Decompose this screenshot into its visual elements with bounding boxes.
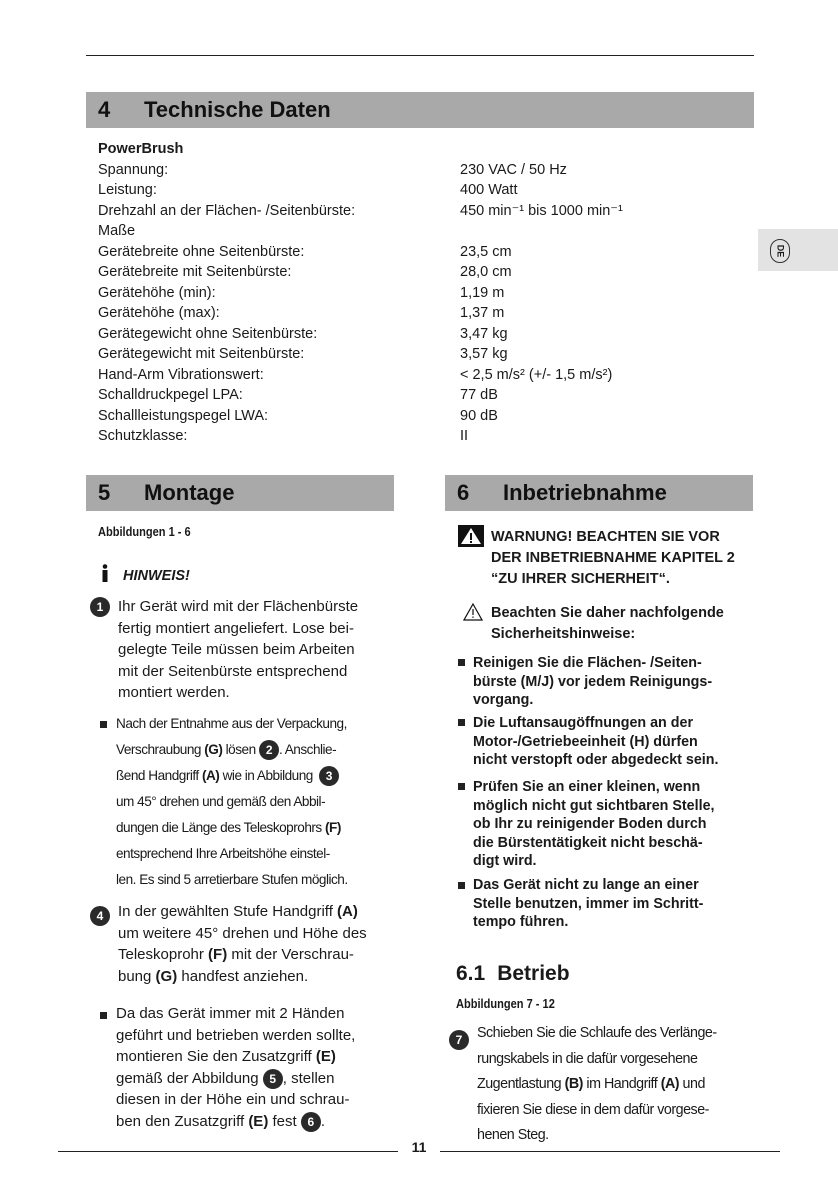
tech-row [98,385,698,406]
tech-row [98,201,698,222]
tech-label: Schalldruckpegel LPA: [98,387,243,403]
figures-reference: Abbildungen 7 - 12 [456,996,555,1011]
bottom-rule-left [58,1151,398,1152]
section-6-header [445,475,753,511]
section-6-1-header: 6.1 Betrieb [456,962,570,985]
tech-label: Schutzklasse: [98,428,188,444]
bullet-2-text: Da das Gerät immer mit 2 Händen geführt und betrieben werden sollte, montieren Sie den Zusatzgriff (E) gemäß der Abbildung 5 , stellen diesen in der Höhe ein und schrau- ben den Zusatzgriff (E) fest 6 . [116,1003,355,1132]
tech-value: 90 dB [460,407,498,424]
bullet-1-text: Nach der Entnahme aus der Verpackung, Verschraubung (G) lösen 2 . Anschlie- ßend Handgriff (A) wie in Abbildung 3 um 45° drehen und gemäß den Abbil- dungen die Länge des Teleskoprohrs (F) entsprechend Ihre Arbeitshöhe einstel- len. Es sind 5 arretierbare Stufen möglich. [116,716,348,887]
tech-value: 77 dB [460,387,498,403]
tech-value: 400 Watt [460,182,518,198]
language-badge: DE [770,239,790,263]
figure-5-marker: 5 [263,1069,283,1089]
tech-label: Drehzahl an der Flächen- /Seitenbürste: [98,202,356,219]
tech-label: Gerätehöhe (max): [98,305,220,321]
tech-row [98,160,698,181]
step-1-text: Ihr Gerät wird mit der Flächenbürste fertig montiert angeliefert. Lose bei- gelegte Teile müssen beim Arbeiten mit der Seitenbürste entsprechend montiert werden. [118,598,359,701]
bullet-marker [100,1012,107,1019]
caution-icon [463,603,483,626]
tech-row [98,283,698,304]
tech-label: Schallleistungspegel LWA: [98,407,269,424]
section-number: 6 [457,480,470,505]
warning-icon [458,525,484,552]
tech-label: Gerätebreite mit Seitenbürste: [98,264,292,280]
figure-6-marker: 6 [301,1112,321,1132]
safety-bullet: Die Luftansaugöffnungen an der Motor-/Getriebeeinheit (H) dürfen nicht verstopft oder abgedeckt sein. [473,715,719,768]
tech-value: < 2,5 m/s² (+/- 1,5 m/s²) [460,366,613,383]
section-title: Technische Daten [144,97,331,122]
tech-value: II [460,428,469,444]
tech-row [98,426,698,447]
bullet-marker [458,882,465,889]
tech-label: Gerätehöhe (min): [98,284,216,301]
section-title: Inbetriebnahme [503,480,667,505]
bullet-marker [458,719,465,726]
tech-row [98,344,698,365]
figure-2-marker: 2 [259,740,279,760]
tech-row [98,180,698,201]
tech-row [98,303,698,324]
safety-bullet: Das Gerät nicht zu lange an einer Stelle benutzen, immer im Schritt- tempo führen. [473,877,704,930]
step-7-text: Schieben Sie die Schlaufe des Verlänge- rungskabels in die dafür vorgesehene Zugentlastung (B) im Handgriff (A) und fixieren Sie diese in dem dafür vorgese- henen Steg. [477,1025,717,1143]
tech-value: 1,37 m [460,305,505,321]
tech-row [98,324,698,345]
safety-bullet: Prüfen Sie an einer kleinen, wenn möglich nicht gut sichtbaren Stelle, ob Ihr zu reinigender Boden durch die Bürstentätigkeit nicht beschä- digt wird. [473,779,715,869]
warning-text: WARNUNG! BEACHTEN SIE VOR DER INBETRIEBNAHME KAPITEL 2 “ZU IHRER SICHERHEIT“. [491,529,735,587]
info-icon [101,564,107,582]
tech-label: Hand-Arm Vibrationswert: [98,366,264,383]
safety-bullet: Reinigen Sie die Flächen- /Seiten- bürste (M/J) vor jedem Reinigungs- vorgang. [473,655,713,708]
tech-label: Gerätegewicht mit Seitenbürste: [98,346,305,362]
safety-note: Beachten Sie daher nachfolgende Sicherheitshinweise: [491,605,724,642]
bottom-rule-right [440,1151,780,1152]
tech-label: Leistung: [98,182,157,198]
language-tab [758,229,838,271]
tech-label: Spannung: [98,161,169,178]
hinweis-label: HINWEIS! [123,568,190,584]
tech-value: 450 min⁻¹ bis 1000 min⁻¹ [460,202,623,219]
top-rule [86,55,754,56]
step-1-marker: 1 [90,597,110,617]
tech-data-table [98,139,698,447]
section-number: 4 [98,97,111,122]
figure-3-marker: 3 [319,766,339,786]
bullet-marker [458,659,465,666]
tech-label: Maße [98,223,136,239]
tech-value: 28,0 cm [460,264,512,280]
tech-label: Gerätegewicht ohne Seitenbürste: [98,325,318,342]
section-title: Montage [144,480,235,505]
tech-row [98,221,698,242]
tech-label: Gerätebreite ohne Seitenbürste: [98,243,305,260]
tech-heading: PowerBrush [98,141,184,157]
tech-row [98,406,698,427]
tech-value: 3,47 kg [460,325,508,342]
step-4-marker: 4 [90,906,110,926]
section-number: 5 [98,480,111,505]
tech-value: 3,57 kg [460,346,508,362]
tech-value: 23,5 cm [460,243,512,260]
tech-value: 230 VAC / 50 Hz [460,161,567,178]
tech-row [98,262,698,283]
section-4-header [86,92,754,128]
step-7-marker: 7 [449,1030,469,1050]
tech-value: 1,19 m [460,284,505,301]
bullet-marker [458,783,465,790]
page-number: 11 [411,1139,427,1155]
tech-row [98,242,698,263]
tech-row [98,365,698,386]
figures-reference: Abbildungen 1 - 6 [98,524,191,539]
step-4-text: In der gewählten Stufe Handgriff (A) um weitere 45° drehen und Höhe des Teleskoprohr (F) mit der Verschrau- bung (G) handfest anziehen. [118,903,367,985]
bullet-marker [100,721,107,728]
section-5-header [86,475,394,511]
